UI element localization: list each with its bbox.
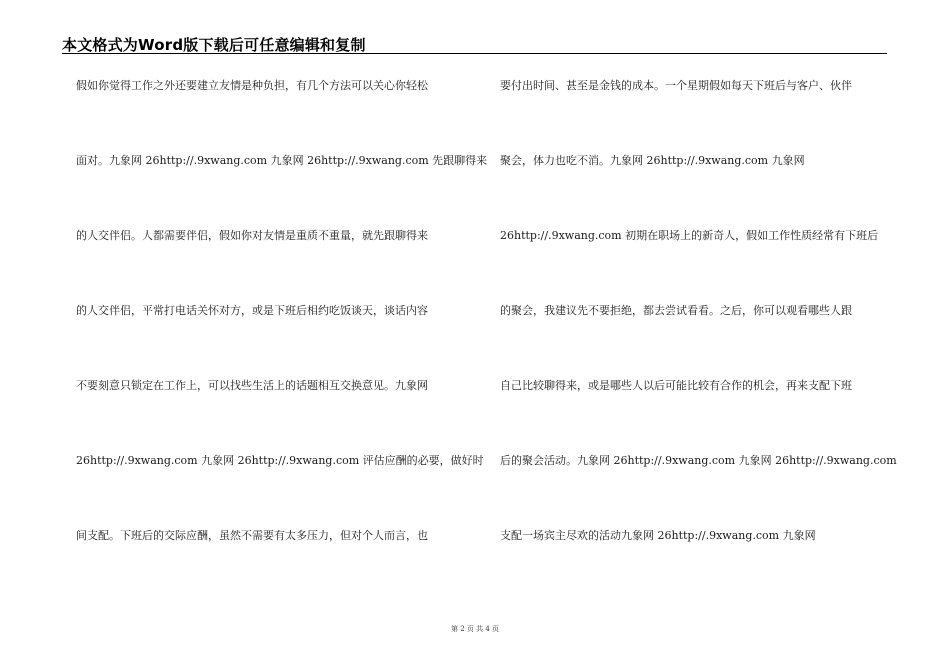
paragraph-line: 的人交伴侣，平常打电话关怀对方，或是下班后相约吃饭谈天，谈话内容 — [76, 304, 428, 317]
paragraph-line: 26http://.9xwang.com 九象网 26http://.9xwang.com 评估应酬的必要，做好时 — [76, 454, 484, 467]
paragraph-line: 支配一场宾主尽欢的活动九象网 26http://.9xwang.com 九象网 — [500, 529, 816, 542]
paragraph-line: 不要刻意只锁定在工作上，可以找些生活上的话题相互交换意见。九象网 — [76, 379, 428, 392]
paragraph-line: 聚会，体力也吃不消。九象网 26http://.9xwang.com 九象网 — [500, 154, 805, 167]
paragraph-line: 的人交伴侣。人都需要伴侣，假如你对友情是重质不重量，就先跟聊得来 — [76, 229, 428, 242]
page-number-footer: 第 2 页 共 4 页 — [450, 625, 500, 633]
paragraph-line: 自己比较聊得来，或是哪些人以后可能比较有合作的机会，再来支配下班 — [500, 379, 852, 392]
paragraph-line: 的聚会，我建议先不要拒绝，都去尝试看看。之后，你可以观看哪些人跟 — [500, 304, 852, 317]
header-divider — [62, 53, 887, 54]
paragraph-line: 假如你觉得工作之外还要建立友情是种负担，有几个方法可以关心你轻松 — [76, 79, 428, 92]
paragraph-line: 26http://.9xwang.com 初期在职场上的新奇人，假如工作性质经常有下班后 — [500, 229, 879, 242]
paragraph-line: 间支配。下班后的交际应酬，虽然不需要有太多压力，但对个人而言，也 — [76, 529, 428, 542]
paragraph-line: 后的聚会活动。九象网 26http://.9xwang.com 九象网 26http://.9xwang.com — [500, 454, 897, 467]
paragraph-line: 要付出时间、甚至是金钱的成本。一个星期假如每天下班后与客户、伙伴 — [500, 79, 852, 92]
document-header-title: 本文格式为Word版下载后可任意编辑和复制 — [62, 36, 366, 54]
paragraph-line: 面对。九象网 26http://.9xwang.com 九象网 26http://.9xwang.com 先跟聊得来 — [76, 154, 488, 167]
